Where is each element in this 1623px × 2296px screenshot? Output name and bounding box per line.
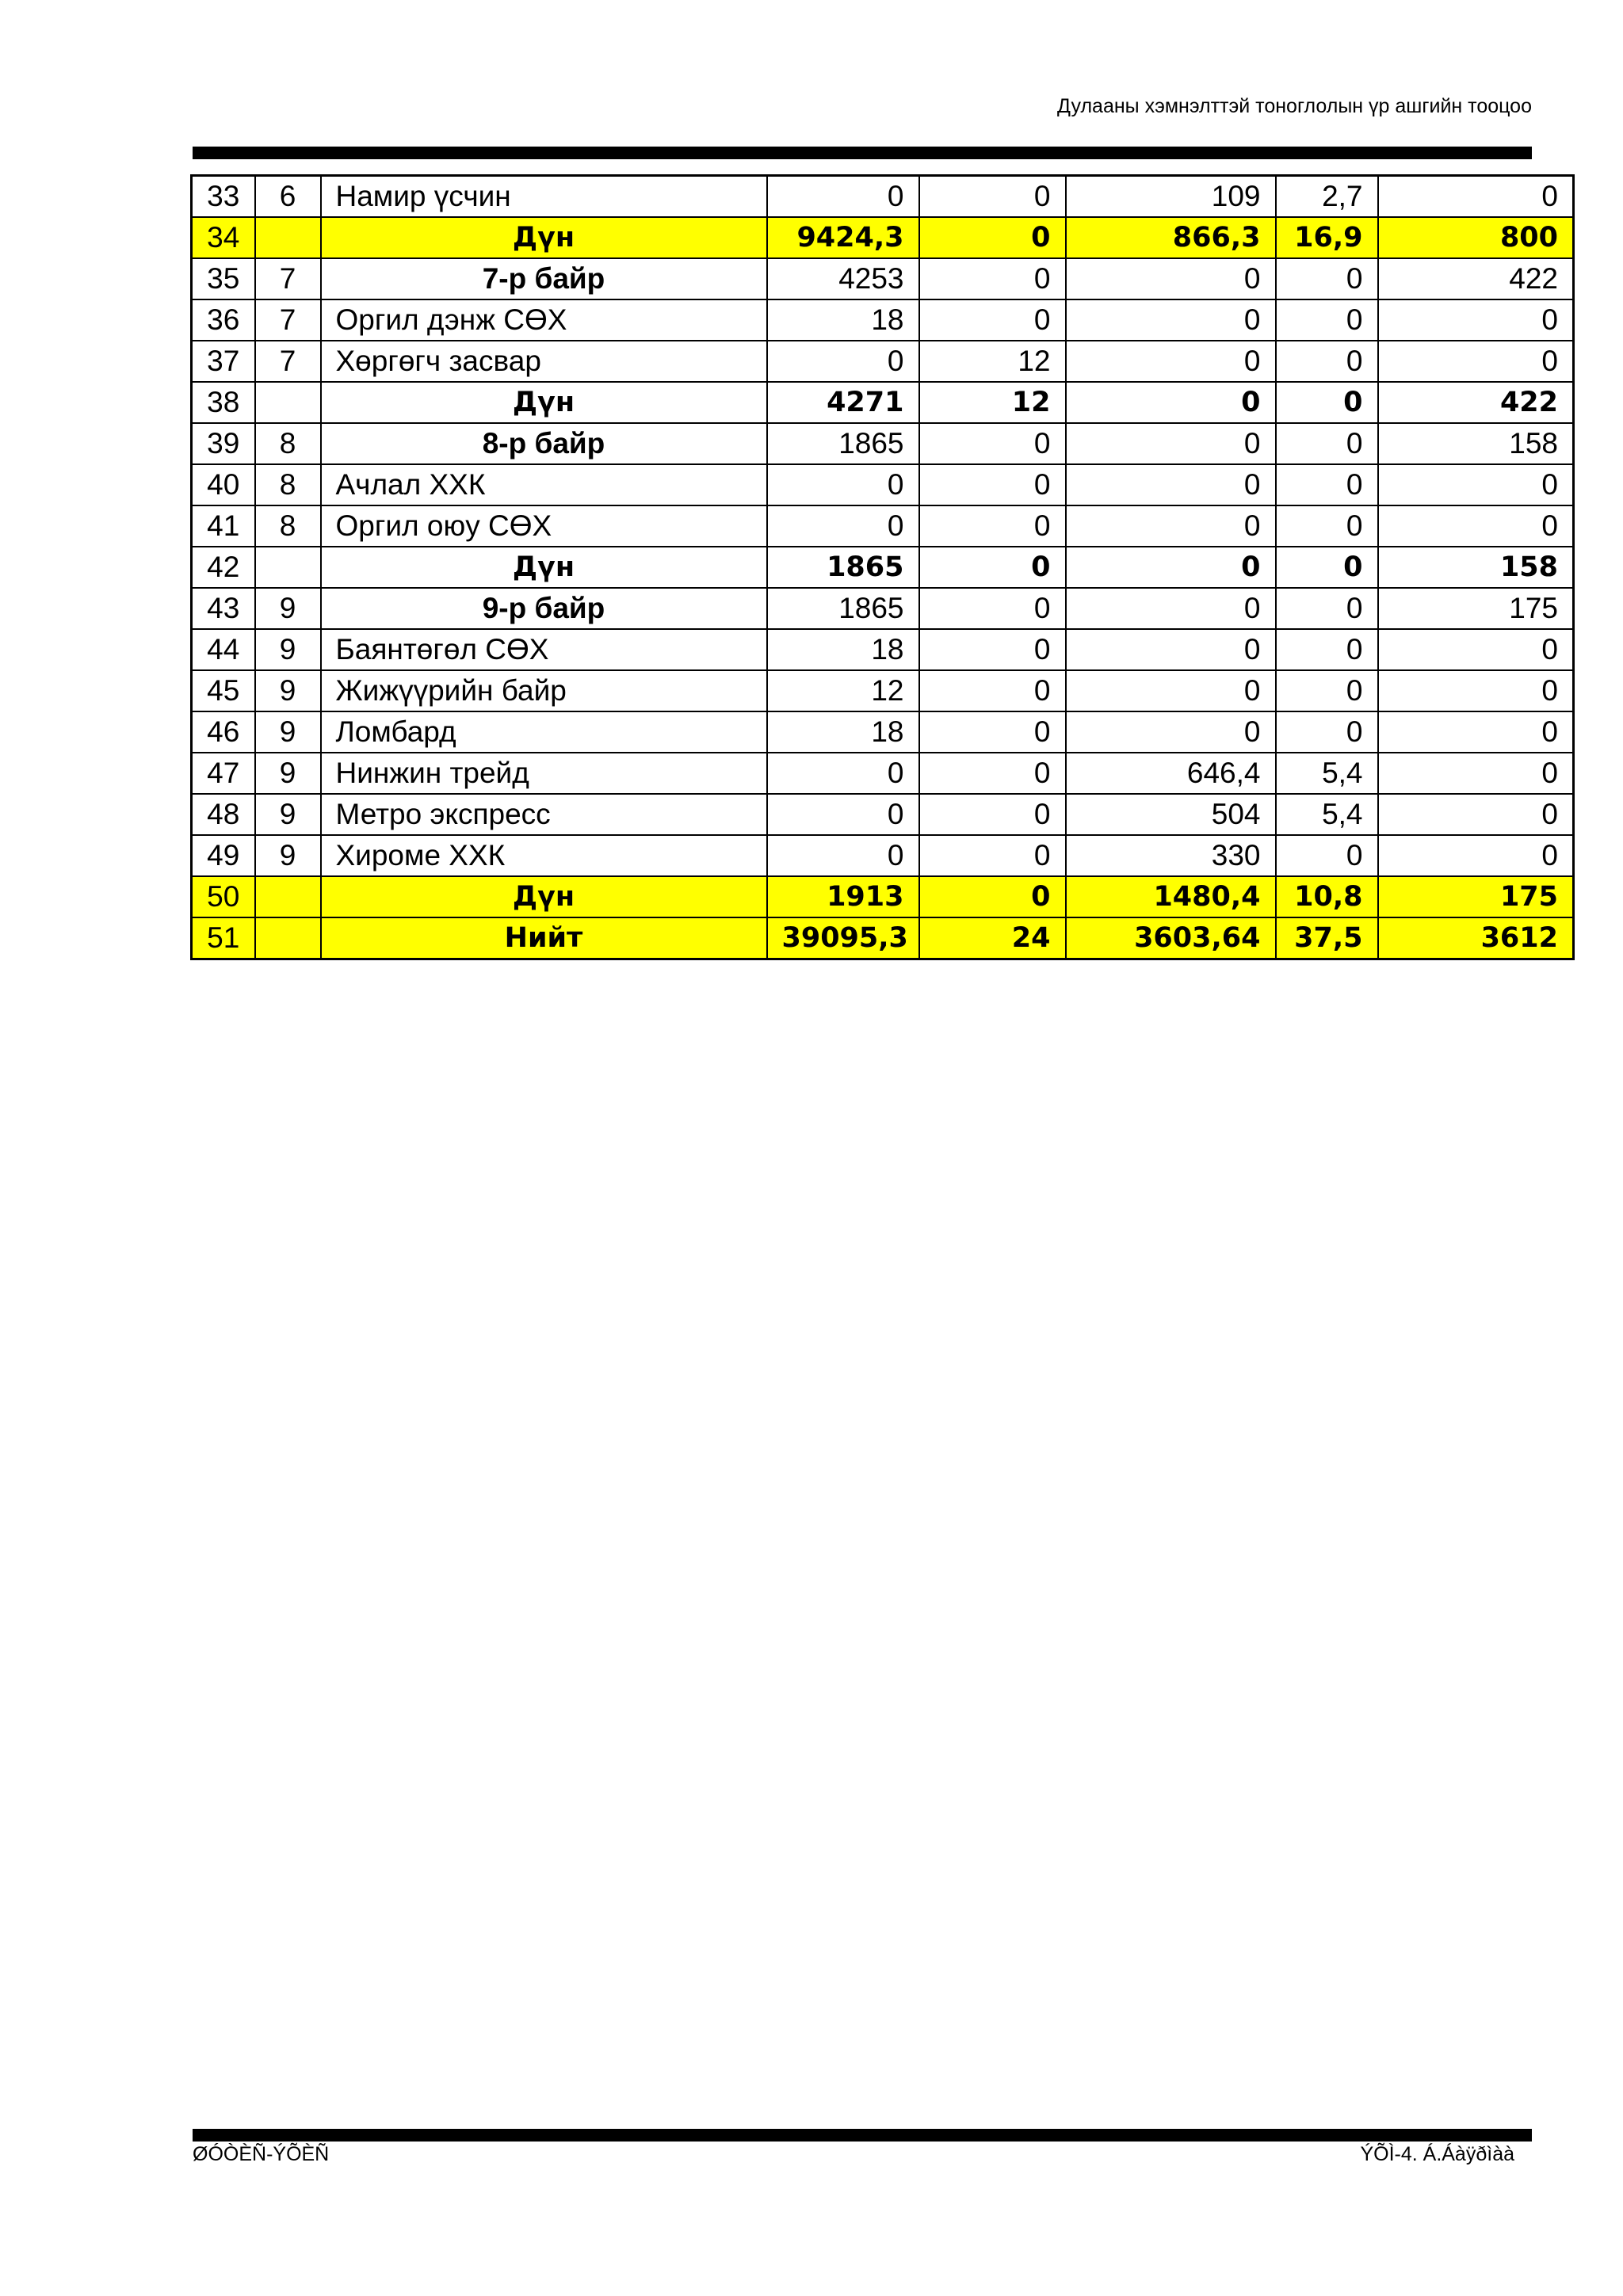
row-number-cell: 47 [192,753,255,794]
table-row [192,258,1574,299]
table-row [192,876,1574,917]
row-number-cell: 50 [192,876,255,917]
value-4-cell: 0 [1276,341,1378,382]
row-name-cell: Хироме ХХК [321,835,767,876]
group-number-cell [255,917,321,959]
table-row [192,341,1574,382]
footer-rule [193,2129,1532,2142]
value-5-cell: 158 [1378,423,1574,464]
value-4-cell: 5,4 [1276,794,1378,835]
value-3-cell: 0 [1066,505,1276,547]
row-number-cell: 45 [192,670,255,711]
value-5-cell: 0 [1378,670,1574,711]
value-3-cell: 1480,4 [1066,876,1276,917]
table-row [192,835,1574,876]
value-1-cell: 0 [767,794,919,835]
row-number-cell: 44 [192,629,255,670]
value-4-cell: 0 [1276,547,1378,588]
value-4-cell: 0 [1276,588,1378,629]
value-1-cell: 1865 [767,588,919,629]
value-4-cell: 0 [1276,299,1378,341]
row-name-cell: Нинжин трейд [321,753,767,794]
value-1-cell: 0 [767,464,919,505]
group-number-cell: 9 [255,670,321,711]
table-row [192,299,1574,341]
data-table [190,174,1575,960]
value-4-cell: 0 [1276,670,1378,711]
row-number-cell: 36 [192,299,255,341]
value-2-cell: 0 [919,547,1066,588]
value-2-cell: 0 [919,258,1066,299]
value-5-cell: 0 [1378,629,1574,670]
value-2-cell: 12 [919,341,1066,382]
value-2-cell: 0 [919,876,1066,917]
value-5-cell: 3612 [1378,917,1574,959]
value-1-cell: 9424,3 [767,217,919,258]
footer-right-text: ÝÕÌ-4. Á.Áàÿðìàà [1360,2143,1514,2165]
value-1-cell: 39095,3 [767,917,919,959]
value-3-cell: 646,4 [1066,753,1276,794]
table-row [192,670,1574,711]
row-number-cell: 41 [192,505,255,547]
row-name-cell: Хөргөгч засвар [321,341,767,382]
row-name-cell: Дүн [321,217,767,258]
group-number-cell: 6 [255,176,321,218]
group-number-cell: 8 [255,464,321,505]
row-name-cell: Намир үсчин [321,176,767,218]
row-number-cell: 42 [192,547,255,588]
value-3-cell: 504 [1066,794,1276,835]
value-5-cell: 175 [1378,876,1574,917]
table-row [192,217,1574,258]
row-name-cell: Ачлал ХХК [321,464,767,505]
value-1-cell: 0 [767,176,919,218]
value-1-cell: 1913 [767,876,919,917]
value-5-cell: 0 [1378,341,1574,382]
footer-left-text: ØÓÒÈÑ-ÝÕÈÑ [193,2143,330,2165]
group-number-cell: 8 [255,423,321,464]
group-number-cell [255,876,321,917]
row-number-cell: 37 [192,341,255,382]
group-number-cell: 7 [255,258,321,299]
value-1-cell: 0 [767,505,919,547]
value-2-cell: 0 [919,423,1066,464]
group-number-cell [255,382,321,423]
value-2-cell: 0 [919,299,1066,341]
row-name-cell: Оргил оюу СӨХ [321,505,767,547]
row-name-cell: Дүн [321,547,767,588]
value-5-cell: 0 [1378,794,1574,835]
value-4-cell: 37,5 [1276,917,1378,959]
table-row [192,423,1574,464]
value-2-cell: 24 [919,917,1066,959]
value-2-cell: 0 [919,711,1066,753]
value-1-cell: 18 [767,629,919,670]
value-3-cell: 0 [1066,547,1276,588]
group-number-cell: 7 [255,299,321,341]
value-4-cell: 10,8 [1276,876,1378,917]
row-number-cell: 38 [192,382,255,423]
row-name-cell: Метро экспресс [321,794,767,835]
value-5-cell: 0 [1378,176,1574,218]
table-row [192,176,1574,218]
row-name-cell: Ломбард [321,711,767,753]
value-2-cell: 0 [919,794,1066,835]
table-row [192,753,1574,794]
value-1-cell: 1865 [767,423,919,464]
group-number-cell [255,547,321,588]
value-1-cell: 0 [767,341,919,382]
row-number-cell: 33 [192,176,255,218]
value-1-cell: 0 [767,835,919,876]
value-3-cell: 330 [1066,835,1276,876]
row-number-cell: 43 [192,588,255,629]
value-5-cell: 422 [1378,382,1574,423]
value-3-cell: 866,3 [1066,217,1276,258]
value-4-cell: 2,7 [1276,176,1378,218]
value-5-cell: 0 [1378,753,1574,794]
page-header [193,95,1532,119]
group-number-cell: 9 [255,588,321,629]
value-2-cell: 0 [919,176,1066,218]
value-5-cell: 0 [1378,464,1574,505]
value-1-cell: 1865 [767,547,919,588]
row-name-cell: 8-р байр [321,423,767,464]
value-3-cell: 3603,64 [1066,917,1276,959]
value-4-cell: 0 [1276,711,1378,753]
value-1-cell: 0 [767,753,919,794]
table-row [192,382,1574,423]
row-name-cell: 7-р байр [321,258,767,299]
value-5-cell: 175 [1378,588,1574,629]
value-2-cell: 0 [919,588,1066,629]
value-2-cell: 0 [919,629,1066,670]
value-3-cell: 0 [1066,299,1276,341]
row-name-cell: Оргил дэнж СӨХ [321,299,767,341]
value-3-cell: 109 [1066,176,1276,218]
row-name-cell: Баянтөгөл СӨХ [321,629,767,670]
row-number-cell: 49 [192,835,255,876]
value-1-cell: 18 [767,711,919,753]
value-5-cell: 0 [1378,299,1574,341]
value-3-cell: 0 [1066,258,1276,299]
header-rule [193,147,1532,159]
value-3-cell: 0 [1066,670,1276,711]
row-number-cell: 46 [192,711,255,753]
value-3-cell: 0 [1066,629,1276,670]
row-number-cell: 48 [192,794,255,835]
value-4-cell: 0 [1276,629,1378,670]
value-2-cell: 0 [919,835,1066,876]
group-number-cell: 9 [255,711,321,753]
row-number-cell: 39 [192,423,255,464]
value-3-cell: 0 [1066,382,1276,423]
group-number-cell: 7 [255,341,321,382]
table-row [192,917,1574,959]
table-row [192,629,1574,670]
row-number-cell: 34 [192,217,255,258]
group-number-cell: 8 [255,505,321,547]
value-5-cell: 800 [1378,217,1574,258]
table-row [192,588,1574,629]
row-name-cell: Дүн [321,382,767,423]
value-4-cell: 0 [1276,464,1378,505]
value-1-cell: 4271 [767,382,919,423]
table-row [192,505,1574,547]
value-2-cell: 0 [919,464,1066,505]
value-5-cell: 158 [1378,547,1574,588]
row-name-cell: 9-р байр [321,588,767,629]
group-number-cell: 9 [255,835,321,876]
value-4-cell: 0 [1276,382,1378,423]
row-name-cell: Жижүүрийн байр [321,670,767,711]
table-row [192,547,1574,588]
table-body [192,176,1574,959]
value-2-cell: 12 [919,382,1066,423]
value-4-cell: 0 [1276,505,1378,547]
value-5-cell: 0 [1378,505,1574,547]
value-2-cell: 0 [919,217,1066,258]
table-row [192,464,1574,505]
value-4-cell: 5,4 [1276,753,1378,794]
row-number-cell: 51 [192,917,255,959]
value-5-cell: 0 [1378,711,1574,753]
value-4-cell: 0 [1276,835,1378,876]
value-2-cell: 0 [919,505,1066,547]
value-2-cell: 0 [919,670,1066,711]
row-name-cell: Нийт [321,917,767,959]
value-3-cell: 0 [1066,423,1276,464]
value-3-cell: 0 [1066,464,1276,505]
value-4-cell: 16,9 [1276,217,1378,258]
value-3-cell: 0 [1066,341,1276,382]
value-3-cell: 0 [1066,711,1276,753]
group-number-cell [255,217,321,258]
group-number-cell: 9 [255,629,321,670]
value-1-cell: 4253 [767,258,919,299]
table-row [192,794,1574,835]
value-1-cell: 12 [767,670,919,711]
row-name-cell: Дүн [321,876,767,917]
row-number-cell: 35 [192,258,255,299]
value-5-cell: 422 [1378,258,1574,299]
group-number-cell: 9 [255,794,321,835]
table-row [192,711,1574,753]
value-3-cell: 0 [1066,588,1276,629]
header-title: Дулааны хэмнэлттэй тоноглолын үр ашгийн тооцоо [1057,95,1532,117]
value-5-cell: 0 [1378,835,1574,876]
value-4-cell: 0 [1276,423,1378,464]
value-1-cell: 18 [767,299,919,341]
group-number-cell: 9 [255,753,321,794]
value-4-cell: 0 [1276,258,1378,299]
value-2-cell: 0 [919,753,1066,794]
row-number-cell: 40 [192,464,255,505]
